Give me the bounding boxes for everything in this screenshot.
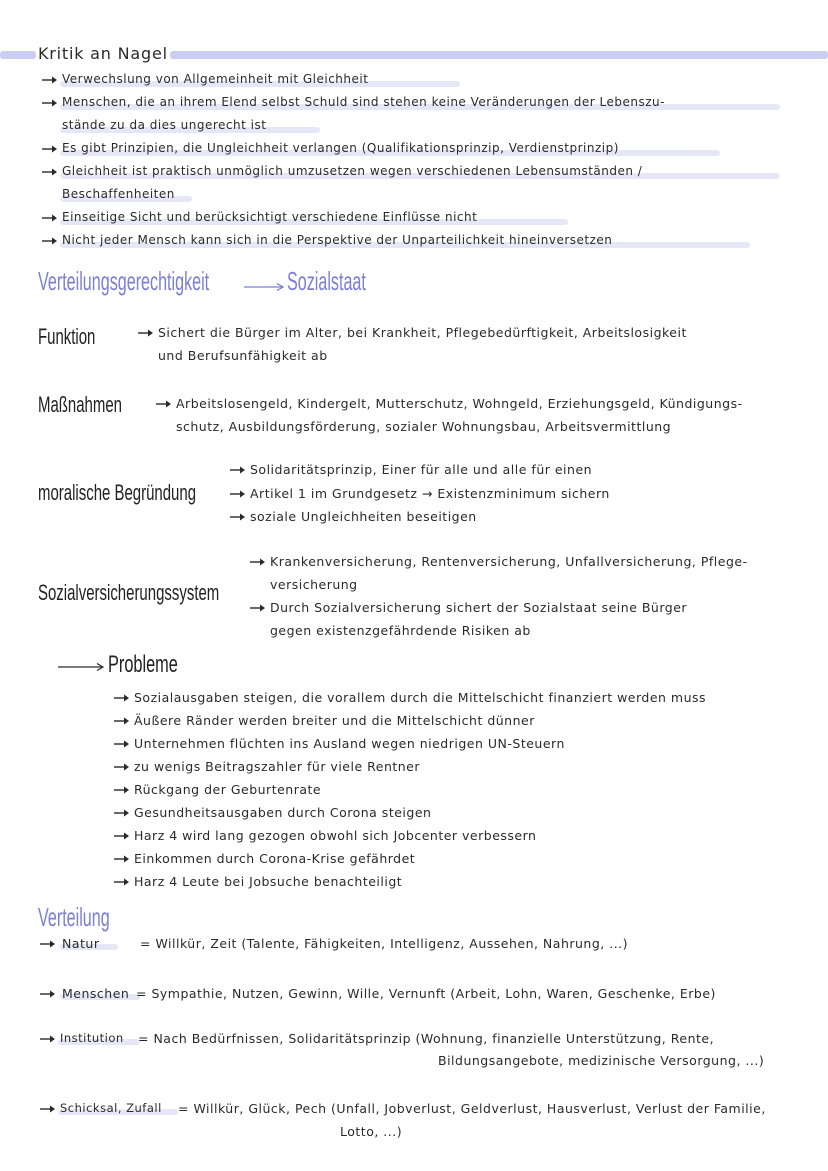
arrow-right-icon (42, 236, 58, 246)
arrow-right-icon (156, 399, 172, 409)
arrow-right-icon (250, 603, 266, 613)
arrow-right-icon (250, 557, 266, 567)
title-highlight-right (170, 51, 828, 59)
arrow-right-icon (40, 989, 56, 999)
probleme-item: Rückgang der Geburtenrate (134, 782, 322, 797)
arrow-right-icon (42, 213, 58, 223)
moralisch-line: Solidaritätsprinzip, Einer für alle und alle für einen (250, 462, 593, 477)
arrow-right-icon (114, 854, 130, 864)
arrow-right-icon (114, 808, 130, 818)
sozialversicherung-line: Durch Sozialversicherung sichert der Sozialstaat seine Bürger (270, 600, 688, 615)
arrow-right-icon (40, 939, 56, 949)
arrow-right-icon (230, 512, 246, 522)
title-highlight-left (0, 51, 36, 59)
arrow-right-icon (114, 693, 130, 703)
massnahmen-label: Maßnahmen (38, 392, 122, 417)
probleme-item: Unternehmen flüchten ins Ausland wegen niedrigen UN-Steuern (134, 736, 565, 751)
probleme-item: zu wenigs Beitragszahler für viele Rentner (134, 759, 421, 774)
probleme-item: Sozialausgaben steigen, die vorallem durch die Mittelschicht finanziert werden muss (134, 690, 707, 705)
arrow-right-icon (40, 1104, 56, 1114)
natur-text: = Willkür, Zeit (Talente, Fähigkeiten, Intelligenz, Aussehen, Nahrung, ...) (140, 936, 629, 951)
arrow-right-icon (230, 489, 246, 499)
probleme-item: Einkommen durch Corona-Krise gefährdet (134, 851, 416, 866)
arrow-right-icon (42, 144, 58, 154)
probleme-title: Probleme (108, 651, 178, 678)
kritik-point: Einseitige Sicht und berücksichtigt verschiedene Einflüsse nicht (62, 210, 478, 224)
institution-text-2: Bildungsangebote, medizinische Versorgung, ...) (438, 1053, 765, 1068)
verteilung-title: Verteilung (38, 902, 110, 932)
kritik-point: Gleichheit ist praktisch unmöglich umzusetzen wegen verschiedenen Lebensumständen / (62, 164, 643, 178)
kritik-point: Beschaffenheiten (62, 187, 175, 201)
schicksal-text-2: Lotto, ...) (340, 1124, 403, 1139)
probleme-item: Gesundheitsausgaben durch Corona steigen (134, 805, 432, 820)
arrow-right-icon (42, 98, 58, 108)
kritik-point: Verwechslung von Allgemeinheit mit Gleichheit (62, 72, 369, 86)
verteilungsgerechtigkeit-title: Verteilungsgerechtigkeit (38, 266, 210, 296)
arrow-right-icon (114, 877, 130, 887)
arrow-right-icon (114, 831, 130, 841)
sozialversicherung-line: versicherung (270, 577, 358, 592)
sozialversicherung-line: gegen existenzgefährdende Risiken ab (270, 623, 531, 638)
arrow-right-icon (114, 785, 130, 795)
massnahmen-line: schutz, Ausbildungsförderung, sozialer Wohnungsbau, Arbeitsvermittlung (176, 419, 672, 434)
probleme-item: Äußere Ränder werden breiter und die Mittelschicht dünner (134, 713, 535, 728)
sozialversicherung-label: Sozialversicherungssystem (38, 580, 220, 605)
arrow-right-icon (114, 716, 130, 726)
kritik-title: Kritik an Nagel (38, 44, 168, 63)
kritik-point: stände zu da dies ungerecht ist (62, 118, 267, 132)
institution-text-1: = Nach Bedürfnissen, Solidaritätsprinzip (Wohnung, finanzielle Unterstützung, Rente, (138, 1031, 715, 1046)
arrow-right-icon (230, 465, 246, 475)
arrow-right-icon (114, 762, 130, 772)
moralisch-label: moralische Begründung (38, 480, 197, 505)
arrow-right-icon (40, 1034, 56, 1044)
arrow-right-icon (114, 739, 130, 749)
menschen-text: = Sympathie, Nutzen, Gewinn, Wille, Vernunft (Arbeit, Lohn, Waren, Geschenke, Erbe) (136, 986, 716, 1001)
kritik-point: Es gibt Prinzipien, die Ungleichheit verlangen (Qualifikationsprinzip, Verdienstprinzip) (62, 141, 619, 155)
long-arrow-icon (58, 662, 106, 672)
funktion-line: und Berufsunfähigkeit ab (158, 348, 328, 363)
arrow-right-icon (42, 75, 58, 85)
kritik-point: Nicht jeder Mensch kann sich in die Perspektive der Unparteilichkeit hineinversetzen (62, 233, 613, 247)
menschen-label: Menschen (62, 986, 130, 1001)
kritik-point: Menschen, die an ihrem Elend selbst Schuld sind stehen keine Veränderungen der Lebenszu- (62, 95, 665, 109)
sozialstaat-title: Sozialstaat (287, 266, 366, 296)
moralisch-line: soziale Ungleichheiten beseitigen (250, 509, 477, 524)
institution-label: Institution (60, 1031, 124, 1045)
funktion-label: Funktion (38, 324, 96, 349)
funktion-line: Sichert die Bürger im Alter, bei Krankheit, Pflegebedürftigkeit, Arbeitslosigkeit (158, 325, 687, 340)
schicksal-text-1: = Willkür, Glück, Pech (Unfall, Jobverlust, Geldverlust, Hausverlust, Verlust der Familie, (178, 1101, 766, 1116)
long-arrow-icon (244, 282, 286, 292)
moralisch-line: Artikel 1 im Grundgesetz → Existenzminimum sichern (250, 486, 610, 501)
arrow-right-icon (42, 167, 58, 177)
natur-label: Natur (62, 936, 100, 951)
sozialversicherung-line: Krankenversicherung, Rentenversicherung, Unfallversicherung, Pflege- (270, 554, 748, 569)
schicksal-label: Schicksal, Zufall (60, 1101, 162, 1115)
probleme-item: Harz 4 wird lang gezogen obwohl sich Jobcenter verbessern (134, 828, 537, 843)
massnahmen-line: Arbeitslosengeld, Kindergelt, Mutterschutz, Wohngeld, Erziehungsgeld, Kündigungs- (176, 396, 743, 411)
probleme-item: Harz 4 Leute bei Jobsuche benachteiligt (134, 874, 403, 889)
arrow-right-icon (138, 328, 154, 338)
